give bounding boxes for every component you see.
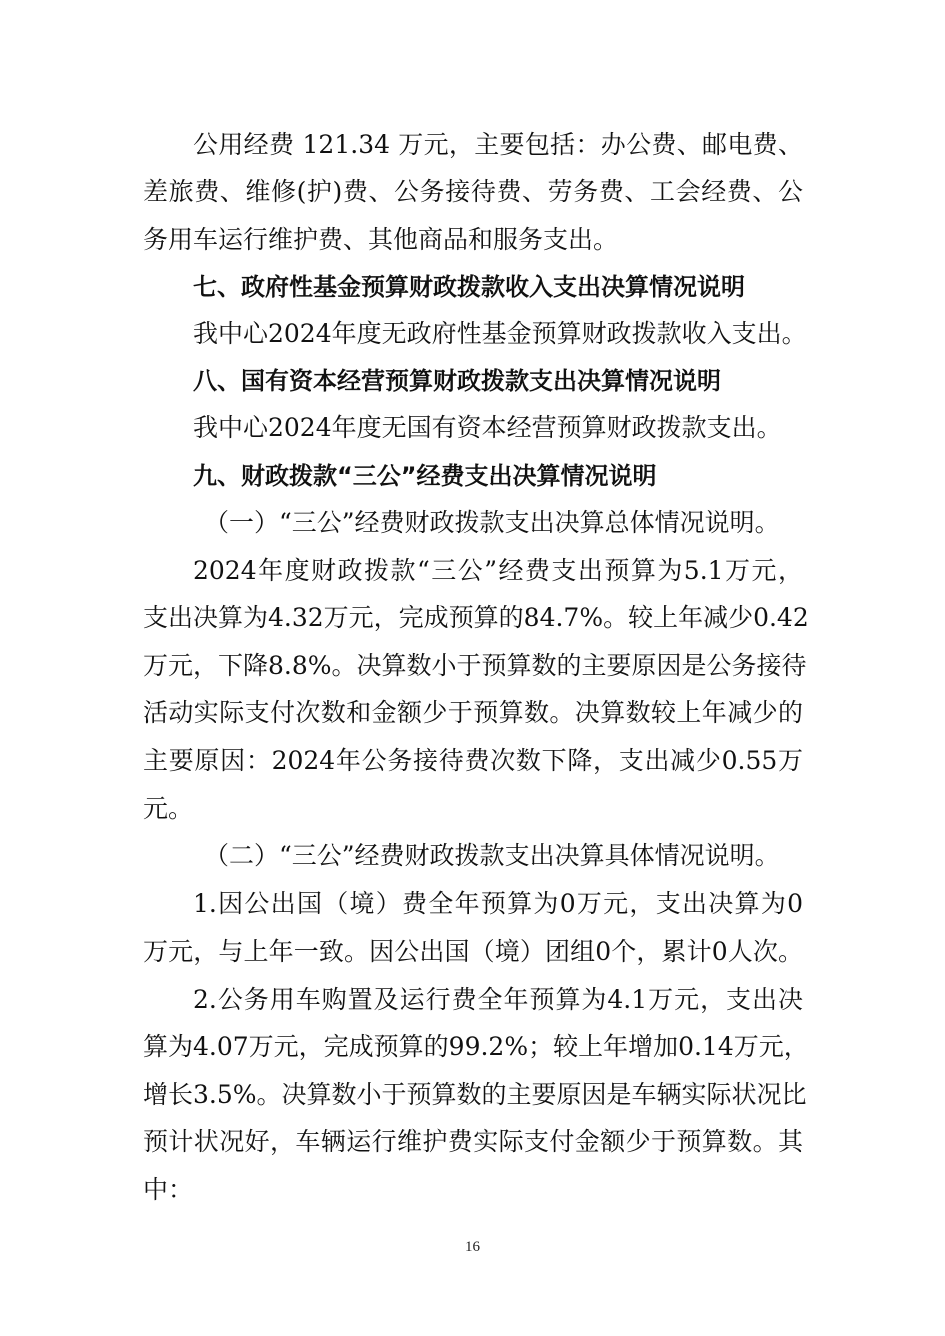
paragraph-line: 我中心2024年度无国有资本经营预算财政拨款支出。 xyxy=(193,413,782,442)
paragraph-line: 万元，下降8.8%。决算数小于预算数的主要原因是公务接待 xyxy=(143,651,807,680)
paragraph-line: 2024年度财政拨款“三公”经费支出预算为5.1万元， xyxy=(193,556,803,585)
paragraph-line: 中： xyxy=(143,1175,194,1204)
paragraph-line: 2.公务用车购置及运行费全年预算为4.1万元，支出决 xyxy=(193,985,803,1014)
paragraph-line: 1.因公出国（境）费全年预算为0万元，支出决算为0 xyxy=(193,889,803,918)
paragraph-line: 活动实际支付次数和金额少于预算数。决算数较上年减少的 xyxy=(143,698,803,727)
paragraph-line: 算为4.07万元，完成预算的99.2%；较上年增加0.14万元， xyxy=(143,1032,809,1061)
paragraph-line: 我中心2024年度无政府性基金预算财政拨款收入支出。 xyxy=(193,319,807,348)
paragraph-line: 万元，与上年一致。因公出国（境）团组0个，累计0人次。 xyxy=(143,937,803,966)
paragraph-line: 预计状况好，车辆运行维护费实际支付金额少于预算数。其 xyxy=(143,1127,803,1156)
paragraph-line: 增长3.5%。决算数小于预算数的主要原因是车辆实际状况比 xyxy=(143,1080,807,1109)
paragraph-line: 元。 xyxy=(143,794,194,823)
subsection-heading-2: （二）“三公”经费财政拨款支出决算具体情况说明。 xyxy=(204,841,780,870)
section-heading-7: 七、政府性基金预算财政拨款收入支出决算情况说明 xyxy=(193,273,745,301)
page-number: 16 xyxy=(465,1239,480,1255)
section-heading-9: 九、财政拨款“三公”经费支出决算情况说明 xyxy=(193,462,657,490)
paragraph-line: 主要原因：2024年公务接待费次数下降，支出减少0.55万 xyxy=(143,746,803,775)
paragraph-line: 公用经费 121.34 万元，主要包括：办公费、邮电费、 xyxy=(193,130,803,159)
paragraph-line: 差旅费、维修(护)费、公务接待费、劳务费、工会经费、公 xyxy=(143,177,803,206)
paragraph-line: 支出决算为4.32万元，完成预算的84.7%。较上年减少0.42 xyxy=(143,603,809,632)
paragraph-line: 务用车运行维护费、其他商品和服务支出。 xyxy=(143,225,619,254)
subsection-heading-1: （一）“三公”经费财政拨款支出决算总体情况说明。 xyxy=(204,508,780,537)
section-heading-8: 八、国有资本经营预算财政拨款支出决算情况说明 xyxy=(193,367,721,395)
